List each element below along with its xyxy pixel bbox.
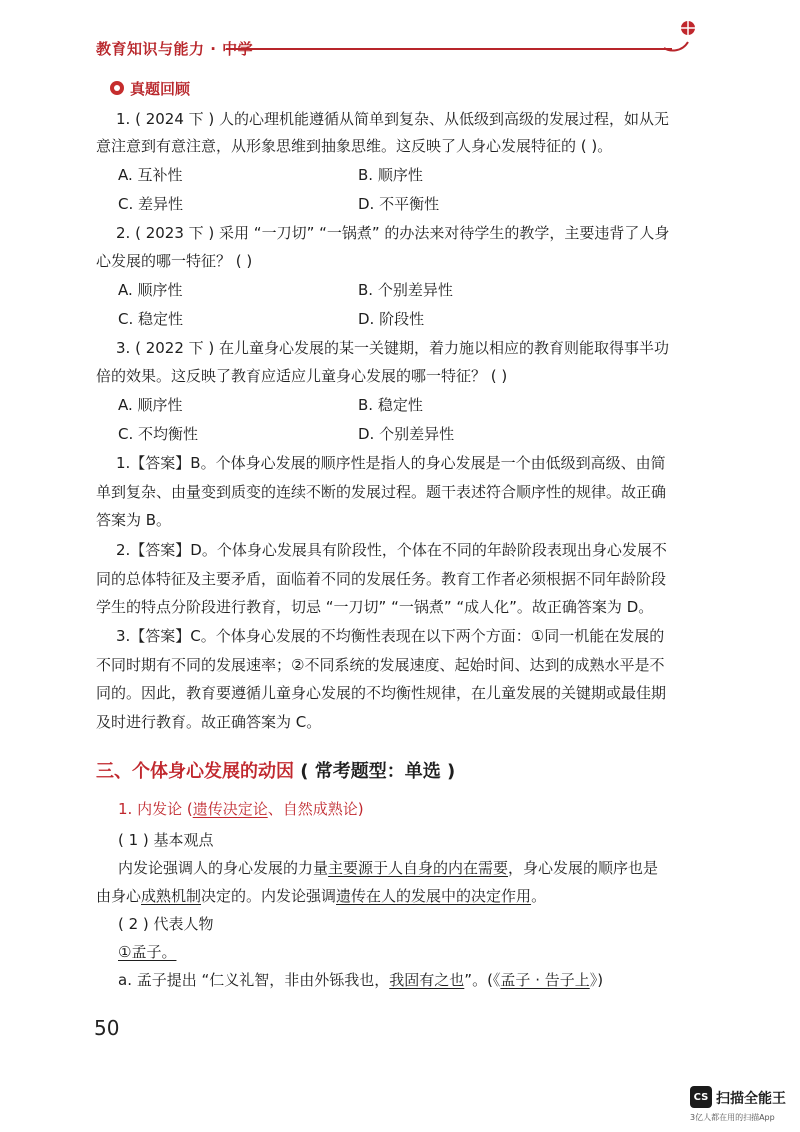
q2-option-b: B. 个别差异性 bbox=[358, 281, 453, 299]
q2-line-1: 2. ( 2023 下 ) 采用 “一刀切” “一锅煮” 的办法来对待学生的教学，主要违背了人身 bbox=[116, 224, 670, 242]
rep-mencius-quote bbox=[118, 969, 603, 991]
underlined-phrase: 我固有之也 bbox=[389, 971, 465, 989]
q1-option-d: D. 不平衡性 bbox=[358, 195, 440, 213]
section-heading bbox=[96, 757, 455, 783]
a3-line-4: 及时进行教育。故正确答案为 C。 bbox=[96, 713, 322, 731]
subheading-endogenous-theory bbox=[118, 798, 364, 819]
text-span: 》) bbox=[589, 971, 604, 989]
q3-option-b: B. 稳定性 bbox=[358, 396, 423, 414]
a2-line-3: 学生的特点分阶段进行教育，切忌 “一刀切” “一锅煮” “成人化”。故正确答案为 D。 bbox=[96, 598, 654, 616]
header-ornament-icon bbox=[660, 18, 700, 54]
text-span: 。 bbox=[531, 887, 547, 905]
underlined-phrase: 孟子 · 告子上 bbox=[500, 971, 590, 989]
underlined-phrase: 遗传在人的发展中的决定作用 bbox=[336, 887, 532, 905]
q1-option-a: A. 互补性 bbox=[118, 166, 183, 184]
representatives-heading: ( 2 ) 代表人物 bbox=[118, 915, 214, 933]
q3-option-a: A. 顺序性 bbox=[118, 396, 183, 414]
text-span: 由身心 bbox=[96, 887, 142, 905]
section-title: 三、个体身心发展的动因 bbox=[96, 761, 294, 782]
review-section-label bbox=[110, 78, 190, 98]
text-span: ”。(《 bbox=[464, 971, 501, 989]
q3-option-c: C. 不均衡性 bbox=[118, 425, 199, 443]
basic-view-line-1 bbox=[118, 857, 658, 879]
a1-line-2: 单到复杂、由量变到质变的连续不断的发展过程。题干表述符合顺序性的规律。故正确 bbox=[96, 483, 667, 501]
scanner-logo-icon: CS bbox=[690, 1086, 712, 1108]
q2-line-2: 心发展的哪一特征？ ( ) bbox=[96, 252, 253, 270]
basic-view-line-2 bbox=[96, 885, 546, 907]
subheading-number: 1. 内发论 ( bbox=[118, 800, 193, 818]
q1-option-b: B. 顺序性 bbox=[358, 166, 423, 184]
a3-line-3: 同的。因此，教育要遵循儿童身心发展的不均衡性规律，在儿童发展的关键期或最佳期 bbox=[96, 684, 667, 702]
term-natural-maturation: 自然成熟论 bbox=[282, 800, 358, 818]
q2-option-d: D. 阶段性 bbox=[358, 310, 425, 328]
q1-line-2: 意注意到有意注意，从形象思维到抽象思维。这反映了人身心发展特征的 ( )。 bbox=[96, 137, 613, 155]
review-label-text: 真题回顾 bbox=[130, 79, 191, 98]
scanner-tagline: 3亿人都在用的扫描App bbox=[690, 1113, 775, 1122]
underlined-phrase: 成熟机制 bbox=[141, 887, 202, 905]
running-header-title: 教育知识与能力 · 中学 bbox=[96, 40, 254, 58]
text-span: ，身心发展的顺序也是 bbox=[508, 859, 659, 877]
scanner-watermark bbox=[690, 1086, 796, 1126]
q1-line-1: 1. ( 2024 下 ) 人的心理机能遵循从简单到复杂、从低级到高级的发展过程，如从无 bbox=[116, 110, 670, 128]
q3-option-d: D. 个别差异性 bbox=[358, 425, 455, 443]
a3-line-2: 不同时期有不同的发展速率；②不同系统的发展速度、起始时间、达到的成熟水平是不 bbox=[96, 656, 665, 674]
q2-option-a: A. 顺序性 bbox=[118, 281, 183, 299]
bullet-marker-icon bbox=[110, 81, 124, 95]
text-span: 内发论强调人的身心发展的力量 bbox=[118, 859, 329, 877]
q3-line-2: 倍的效果。这反映了教育应适应儿童身心发展的哪一特征？ ( ) bbox=[96, 367, 508, 385]
a2-line-2: 同的总体特征及主要矛盾，面临着不同的发展任务。教育工作者必须根据不同年龄阶段 bbox=[96, 570, 667, 588]
a3-line-1: 3.【答案】C。个体身心发展的不均衡性表现在以下两个方面：①同一机能在发展的 bbox=[116, 627, 665, 645]
basic-view-heading: ( 1 ) 基本观点 bbox=[118, 831, 214, 849]
scanner-app-name: 扫描全能王 bbox=[716, 1091, 786, 1107]
term-heredity-determinism: 遗传决定论 bbox=[192, 800, 268, 818]
rep-mencius: ①孟子。 bbox=[118, 943, 177, 961]
q2-option-c: C. 稳定性 bbox=[118, 310, 184, 328]
a2-line-1: 2.【答案】D。个体身心发展具有阶段性，个体在不同的年龄阶段表现出身心发展不 bbox=[116, 541, 667, 559]
section-question-type: ( 常考题型：单选 ) bbox=[300, 761, 456, 782]
text-span: 决定的。内发论强调 bbox=[201, 887, 337, 905]
subheading-close: ) bbox=[357, 800, 364, 818]
a1-line-3: 答案为 B。 bbox=[96, 511, 172, 529]
header-rule bbox=[226, 48, 672, 50]
underlined-phrase: 主要源于人自身的内在需要 bbox=[328, 859, 509, 877]
term-separator: 、 bbox=[267, 800, 283, 818]
q3-line-1: 3. ( 2022 下 ) 在儿童身心发展的某一关键期，着力施以相应的教育则能取得事半功 bbox=[116, 339, 670, 357]
page-number: 50 bbox=[94, 1016, 120, 1040]
q1-option-c: C. 差异性 bbox=[118, 195, 184, 213]
a1-line-1: 1.【答案】B。个体身心发展的顺序性是指人的身心发展是一个由低级到高级、由简 bbox=[116, 454, 666, 472]
text-span: a. 孟子提出 “仁义礼智，非由外铄我也， bbox=[118, 971, 390, 989]
